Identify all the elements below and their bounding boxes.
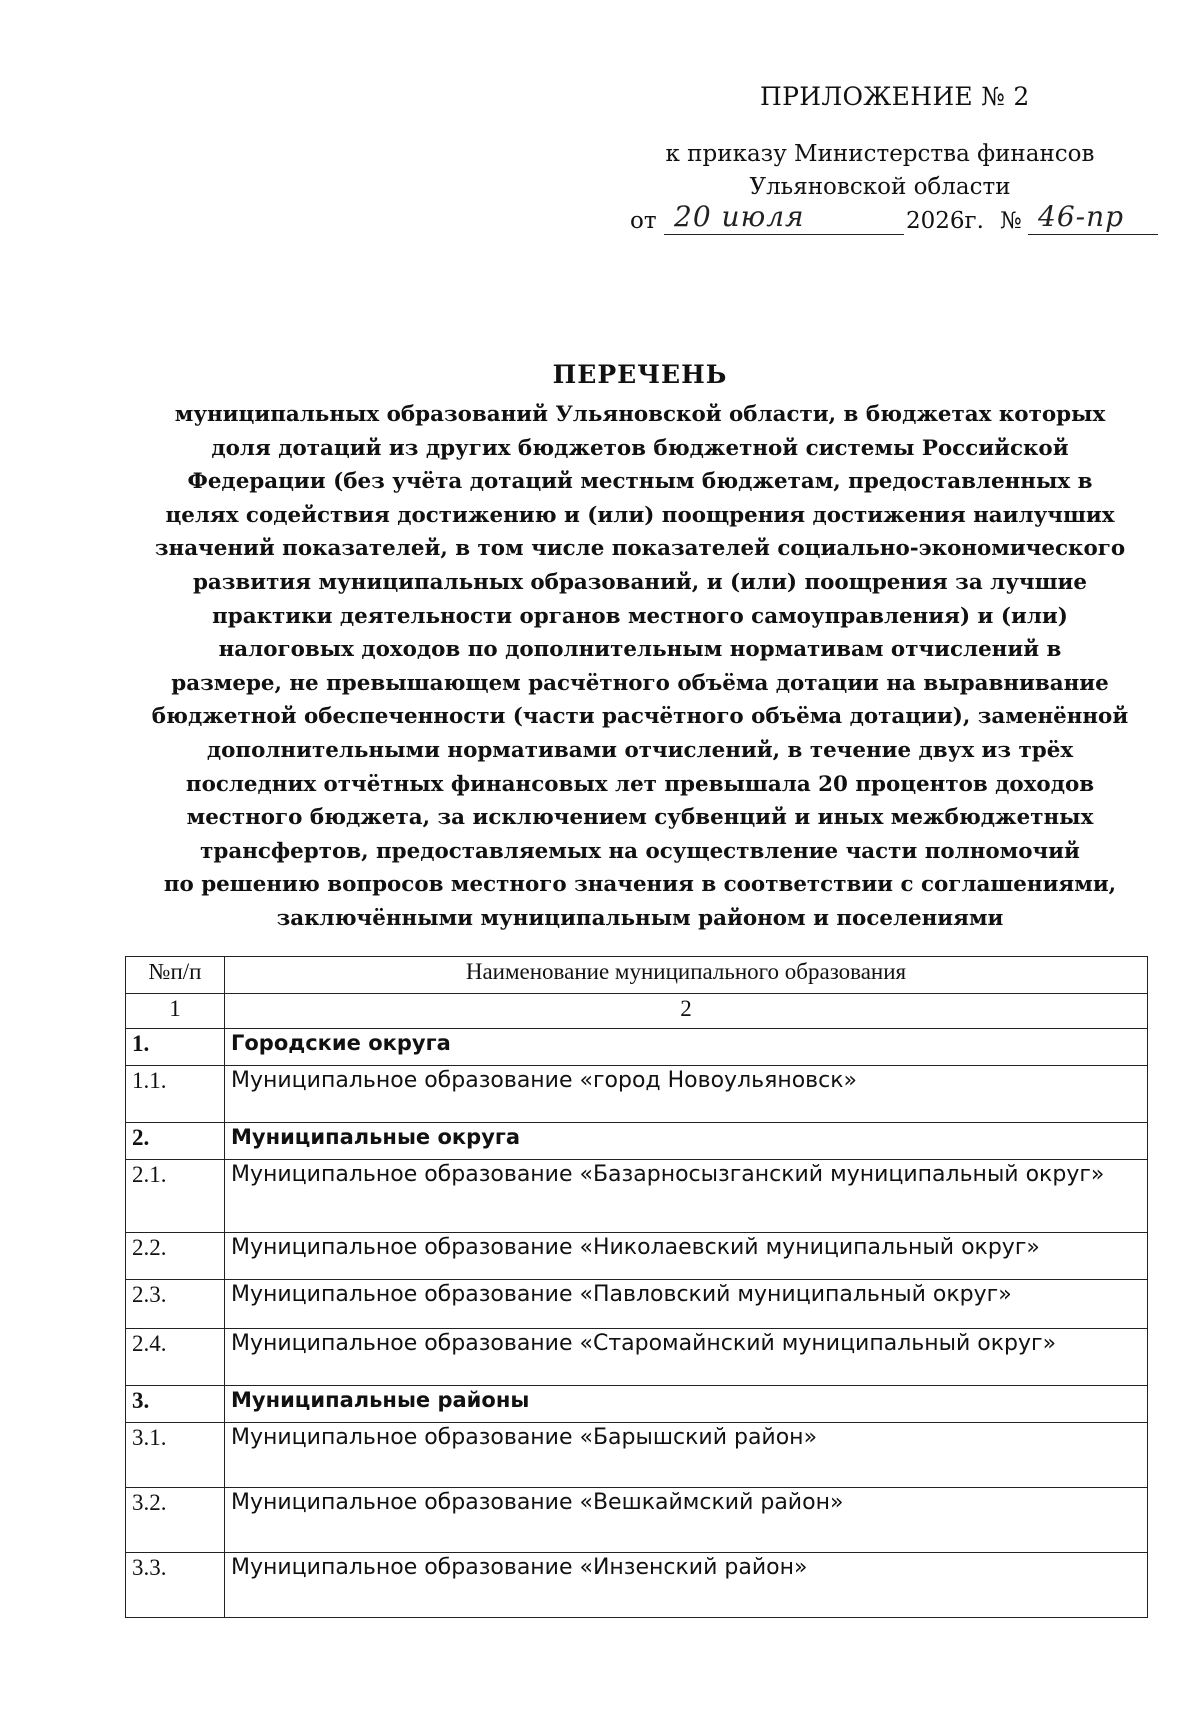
subtitle-line: доля дотаций из других бюджетов бюджетной системы Российской: [211, 435, 1069, 461]
subtitle-line: бюджетной обеспеченности (части расчётного объёма дотации), заменённой: [151, 704, 1129, 730]
table-row: [126, 1423, 1148, 1488]
header-name: Наименование муниципального образования: [225, 957, 1148, 994]
subtitle-line: налоговых доходов по дополнительным нормативам отчислений в: [218, 637, 1062, 663]
subtitle-line: дополнительными нормативами отчислений, в течение двух из трёх: [206, 737, 1074, 763]
table-index-row: [126, 994, 1148, 1029]
subtitle-line: муниципальных образований Ульяновской области, в бюджетах которых: [174, 402, 1106, 427]
subtitle-line: развития муниципальных образований, и (или) поощрения за лучшие: [192, 569, 1088, 595]
subtitle-line: Федерации (без учёта дотаций местным бюджетам, предоставленных в: [187, 469, 1093, 495]
municipalities-table: [125, 956, 1148, 1618]
municipality-name: Муниципальное образование «город Новоульяновск»: [225, 1066, 1148, 1123]
row-number: 2.3.: [126, 1280, 225, 1329]
order-year: 2026г.: [906, 208, 984, 234]
municipality-name: Муниципальное образование «Базарносызганский муниципальный округ»: [225, 1160, 1148, 1233]
table-section-row: [126, 1029, 1148, 1066]
handwritten-number: 46-пр: [1038, 200, 1125, 233]
table-section-row: [126, 1123, 1148, 1160]
table-row: [126, 1233, 1148, 1280]
subtitle-line: по решению вопросов местного значения в соответствии с соглашениями,: [163, 872, 1117, 898]
subtitle-line: практики деятельности органов местного самоуправления) и (или): [212, 603, 1068, 629]
municipality-name: Муниципальное образование «Павловский муниципальный округ»: [225, 1280, 1148, 1329]
header-number: №п/п: [126, 957, 225, 994]
row-number: 3.: [126, 1386, 225, 1423]
order-line-2: Ульяновской области: [749, 174, 1011, 200]
municipality-name: Муниципальное образование «Вешкаймский район»: [225, 1488, 1148, 1553]
table-row: [126, 1488, 1148, 1553]
table-header-row: [126, 957, 1148, 994]
table-row: [126, 1553, 1148, 1618]
municipality-name: Муниципальное образование «Старомайнский муниципальный округ»: [225, 1329, 1148, 1386]
subtitle-line: значений показателей, в том числе показателей социально-экономического: [154, 536, 1126, 562]
subtitle-line: местного бюджета, за исключением субвенций и иных межбюджетных: [186, 805, 1094, 831]
municipality-name: Муниципальное образование «Инзенский район»: [225, 1553, 1148, 1618]
table-row: [126, 1280, 1148, 1329]
table-row: [126, 1066, 1148, 1123]
subtitle-line: заключёнными муниципальным районом и поселениями: [276, 905, 1004, 931]
municipality-name: Муниципальное образование «Николаевский муниципальный округ»: [225, 1233, 1148, 1280]
subtitle-line: целях содействия достижению и (или) поощрения достижения наилучших: [165, 502, 1115, 528]
document-subtitle: [130, 398, 1150, 936]
row-number: 3.3.: [126, 1553, 225, 1618]
row-number: 3.1.: [126, 1423, 225, 1488]
row-number: 2.1.: [126, 1160, 225, 1233]
order-reference: [620, 138, 1140, 204]
date-prefix: от: [630, 208, 657, 234]
order-line-1: к приказу Министерства финансов: [665, 141, 1095, 167]
appendix-label: ПРИЛОЖЕНИЕ № 2: [760, 82, 1030, 111]
subtitle-line: последних отчётных финансовых лет превышала 20 процентов доходов: [185, 771, 1095, 797]
table-row: [126, 1329, 1148, 1386]
order-date-line: [630, 200, 1190, 240]
section-title: Муниципальные округа: [225, 1123, 1148, 1160]
subtitle-line: трансфертов, предоставляемых на осуществление части полномочий: [200, 838, 1080, 864]
table-section-row: [126, 1386, 1148, 1423]
index-col-2: 2: [225, 994, 1148, 1029]
document-title: ПЕРЕЧЕНЬ: [552, 360, 728, 389]
row-number: 3.2.: [126, 1488, 225, 1553]
number-prefix: №: [1000, 208, 1022, 234]
municipality-name: Муниципальное образование «Барышский район»: [225, 1423, 1148, 1488]
row-number: 2.4.: [126, 1329, 225, 1386]
section-title: Муниципальные районы: [225, 1386, 1148, 1423]
subtitle-line: размере, не превышающем расчётного объёма дотации на выравнивание: [171, 670, 1109, 696]
section-title: Городские округа: [225, 1029, 1148, 1066]
row-number: 2.: [126, 1123, 225, 1160]
row-number: 2.2.: [126, 1233, 225, 1280]
handwritten-date: 20 июля: [674, 200, 805, 233]
index-col-1: 1: [126, 994, 225, 1029]
row-number: 1.1.: [126, 1066, 225, 1123]
table-row: [126, 1160, 1148, 1233]
row-number: 1.: [126, 1029, 225, 1066]
